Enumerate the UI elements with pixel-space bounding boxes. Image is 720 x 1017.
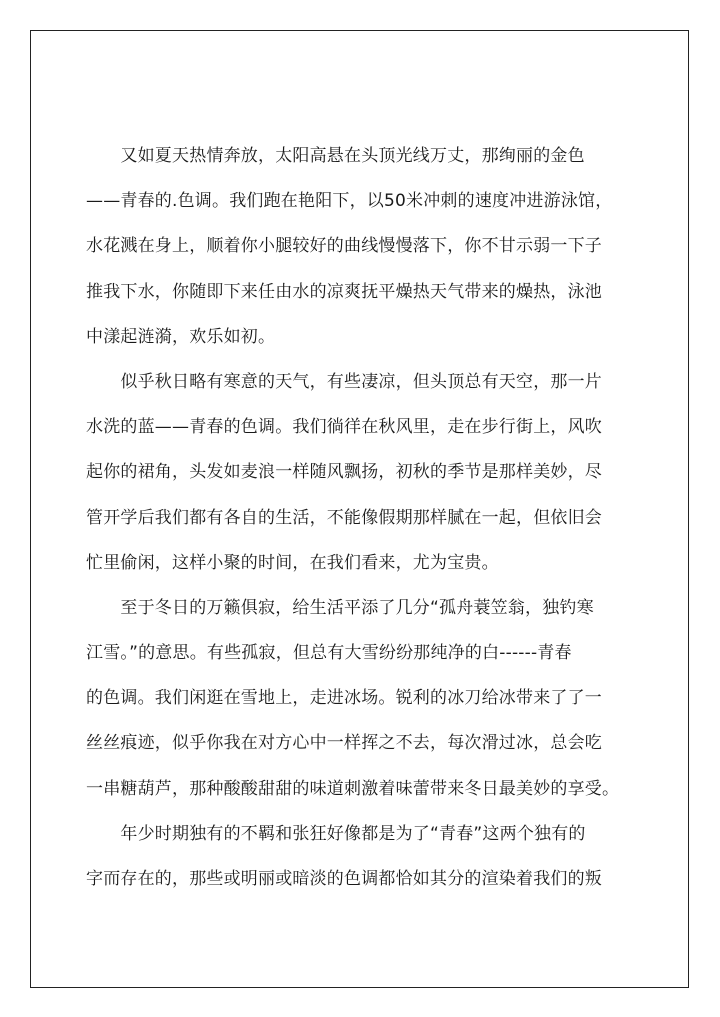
text-line: 水洗的蓝——青春的色调。我们徜徉在秋风里，走在步行街上，风吹 xyxy=(86,417,602,438)
text-line: 至于冬日的万籁俱寂，给生活平添了几分“孤舟蓑笠翁，独钓寒 xyxy=(86,597,594,618)
text-line: 中漾起涟漪，欢乐如初。 xyxy=(86,326,276,347)
text-line: 似乎秋日略有寒意的天气，有些凄凉，但头顶总有天空，那一片 xyxy=(86,371,602,392)
text-line: 丝丝痕迹，似乎你我在对方心中一样挥之不去，每次滑过冰，总会吃 xyxy=(86,733,602,754)
body-text xyxy=(86,146,634,914)
text-line: 忙里偷闲，这样小聚的时间，在我们看来，尤为宝贵。 xyxy=(86,552,499,573)
text-line: 一串糖葫芦，那种酸酸甜甜的味道刺激着味蕾带来冬日最美妙的享受。 xyxy=(86,778,620,799)
text-line: 字而存在的，那些或明丽或暗淡的色调都恰如其分的渲染着我们的叛 xyxy=(86,869,602,889)
text-line: 起你的裙角，头发如麦浪一样随风飘扬，初秋的季节是那样美妙，尽 xyxy=(86,462,602,483)
text-line: 又如夏天热情奔放，太阳高悬在头顶光线万丈，那绚丽的金色 xyxy=(86,146,585,166)
text-line: 水花溅在身上，顺着你小腿较好的曲线慢慢落下，你不甘示弱一下子 xyxy=(86,236,602,257)
text-line: 推我下水，你随即下来任由水的凉爽抚平燥热天气带来的燥热，泳池 xyxy=(86,281,602,302)
text-line: ——青春的.色调。我们跑在艳阳下，以50米冲刺的速度冲进游泳馆， xyxy=(86,191,613,212)
text-line: 的色调。我们闲逛在雪地上，走进冰场。锐利的冰刀给冰带来了了一 xyxy=(86,688,602,709)
text-line: 江雪。”的意思。有些孤寂，但总有大雪纷纷那纯净的白------青春 xyxy=(86,643,572,664)
text-line: 年少时期独有的不羁和张狂好像都是为了“青春”这两个独有的 xyxy=(86,823,586,844)
text-line: 管开学后我们都有各自的生活，不能像假期那样腻在一起，但依旧会 xyxy=(86,507,602,528)
